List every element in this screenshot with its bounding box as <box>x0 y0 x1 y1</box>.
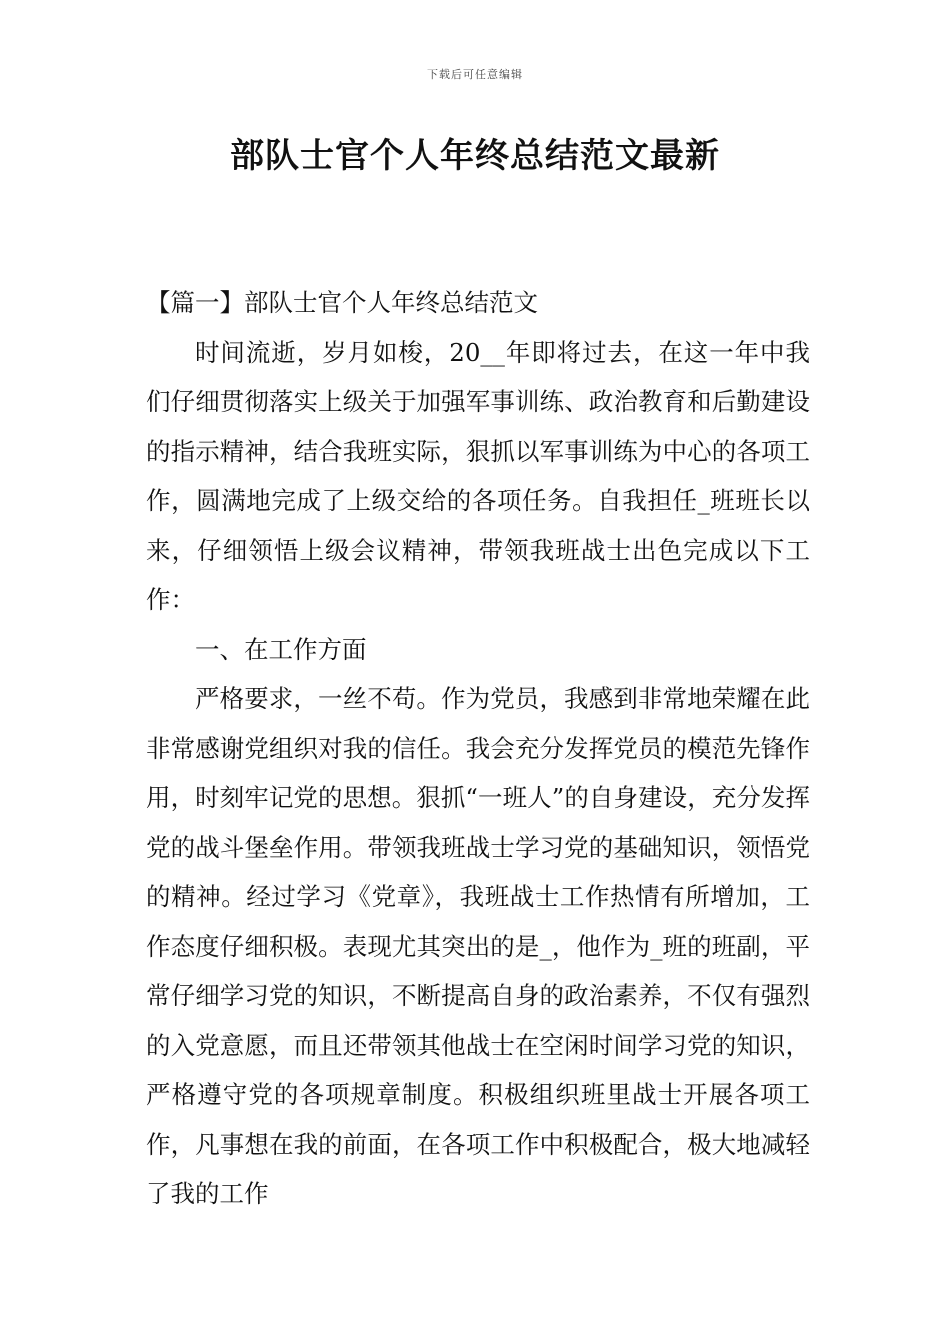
document-body <box>146 278 810 1219</box>
body-paragraph-intro: 时间流逝，岁月如梭，20__年即将过去，在这一年中我们仔细贯彻落实上级关于加强军事训练、政治教育和后勤建设的指示精神，结合我班实际，狠抓以军事训练为中心的各项工作，圆满地完成了上级交给的各项任务。自我担任_班班长以来，仔细领悟上级会议精神，带领我班战士出色完成以下工作： <box>146 337 810 614</box>
document-title: 部队士官个人年终总结范文最新 <box>230 136 720 176</box>
section-heading: 【篇一】部队士官个人年终总结范文 <box>146 288 538 317</box>
body-paragraph-work: 严格要求，一丝不苟。作为党员，我感到非常地荣耀在此非常感谢党组织对我的信任。我会充分发挥党员的模范先锋作用，时刻牢记党的思想。狠抓“一班人”的自身建设，充分发挥党的战斗堡垒作用。带领我班战士学习党的基础知识，领悟党的精神。经过学习《党章》，我班战士工作热情有所增加，工作态度仔细积极。表现尤其突出的是_，他作为_班的班副，平常仔细学习党的知识，不断提高自身的政治素养，不仅有强烈的入党意愿，而且还带领其他战士在空闲时间学习党的知识，严格遵守党的各项规章制度。积极组织班里战士开展各项工作，凡事想在我的前面，在各项工作中积极配合，极大地减轻了我的工作 <box>146 684 810 1208</box>
subsection-heading: 一、在工作方面 <box>195 634 367 664</box>
header-note: 下载后可任意编辑 <box>427 68 523 81</box>
